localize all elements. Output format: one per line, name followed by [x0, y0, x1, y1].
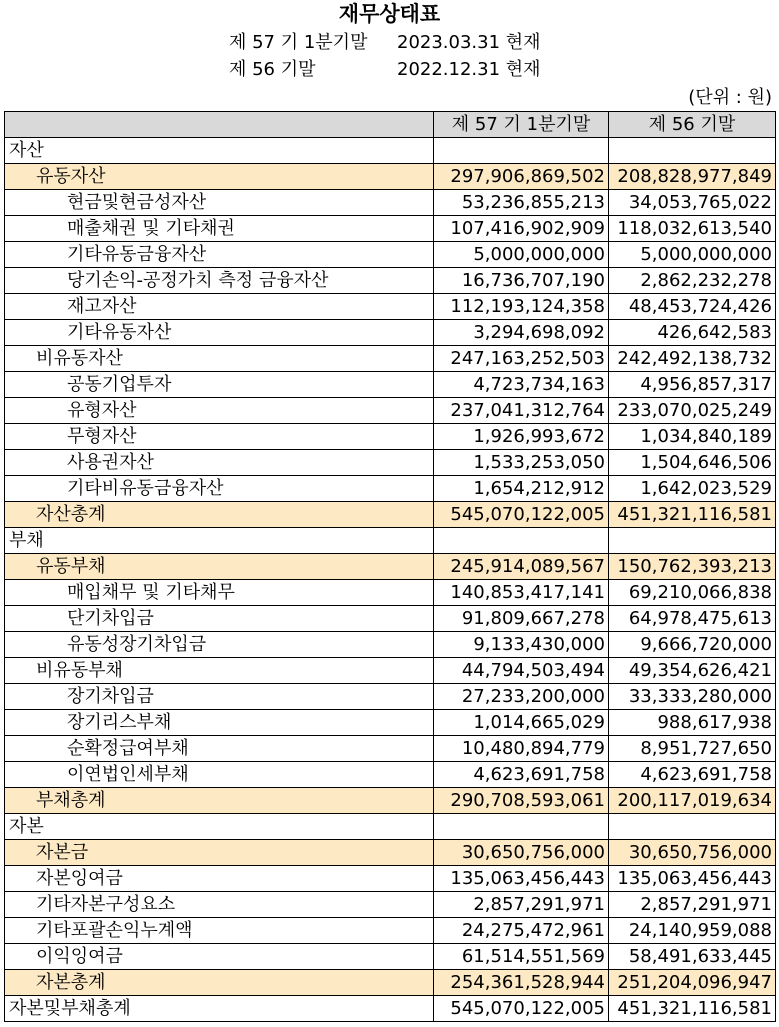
row-label: 장기리스부채	[5, 710, 434, 736]
table-row	[5, 970, 776, 996]
prior-period-value: 242,492,138,732	[609, 346, 776, 372]
row-label: 기타유동자산	[5, 320, 434, 346]
row-label: 무형자산	[5, 424, 434, 450]
prior-period-value: 33,333,280,000	[609, 684, 776, 710]
row-label: 자본및부채총계	[5, 996, 434, 1022]
row-label: 자산	[5, 138, 434, 164]
row-label: 유동자산	[5, 164, 434, 190]
balance-sheet-table	[4, 111, 776, 1022]
current-period-value	[434, 528, 609, 554]
row-label: 부채총계	[5, 788, 434, 814]
current-period-value: 4,723,734,163	[434, 372, 609, 398]
current-period-value: 9,133,430,000	[434, 632, 609, 658]
row-label: 자본금	[5, 840, 434, 866]
current-period-value: 1,654,212,912	[434, 476, 609, 502]
table-row	[5, 268, 776, 294]
table-row	[5, 164, 776, 190]
prior-period-value: 1,642,023,529	[609, 476, 776, 502]
prior-period-value: 451,321,116,581	[609, 502, 776, 528]
current-period-value: 112,193,124,358	[434, 294, 609, 320]
prior-period-value: 48,453,724,426	[609, 294, 776, 320]
row-label: 단기차입금	[5, 606, 434, 632]
prior-period-value: 200,117,019,634	[609, 788, 776, 814]
period-prior	[229, 57, 541, 83]
row-label: 자본	[5, 814, 434, 840]
row-label: 기타자본구성요소	[5, 892, 434, 918]
row-label: 장기차입금	[5, 684, 434, 710]
table-row	[5, 216, 776, 242]
period-current-date: 2023.03.31 현재	[397, 32, 541, 53]
current-period-value: 237,041,312,764	[434, 398, 609, 424]
row-label: 유동부채	[5, 554, 434, 580]
table-row	[5, 814, 776, 840]
prior-period-value: 208,828,977,849	[609, 164, 776, 190]
prior-period-value: 58,491,633,445	[609, 944, 776, 970]
table-row	[5, 840, 776, 866]
prior-period-value: 30,650,756,000	[609, 840, 776, 866]
table-row	[5, 632, 776, 658]
row-label: 부채	[5, 528, 434, 554]
current-period-value: 2,857,291,971	[434, 892, 609, 918]
row-label: 자본총계	[5, 970, 434, 996]
table-body	[5, 138, 776, 1022]
row-label: 유형자산	[5, 398, 434, 424]
table-row	[5, 372, 776, 398]
row-label: 비유동자산	[5, 346, 434, 372]
current-period-value: 545,070,122,005	[434, 996, 609, 1022]
row-label: 매입채무 및 기타채무	[5, 580, 434, 606]
row-label: 현금및현금성자산	[5, 190, 434, 216]
current-period-value: 1,926,993,672	[434, 424, 609, 450]
current-period-value: 247,163,252,503	[434, 346, 609, 372]
table-row	[5, 918, 776, 944]
row-label: 기타포괄손익누계액	[5, 918, 434, 944]
current-period-value: 545,070,122,005	[434, 502, 609, 528]
prior-period-value: 5,000,000,000	[609, 242, 776, 268]
table-row	[5, 580, 776, 606]
current-period-value: 1,014,665,029	[434, 710, 609, 736]
row-label: 비유동부채	[5, 658, 434, 684]
row-label: 이연법인세부채	[5, 762, 434, 788]
table-row	[5, 554, 776, 580]
prior-period-value: 4,623,691,758	[609, 762, 776, 788]
current-period-value: 10,480,894,779	[434, 736, 609, 762]
current-period-value: 135,063,456,443	[434, 866, 609, 892]
row-label: 당기손익-공정가치 측정 금융자산	[5, 268, 434, 294]
current-period-value: 61,514,551,569	[434, 944, 609, 970]
statement-title: 재무상태표	[338, 2, 441, 26]
prior-period-value: 9,666,720,000	[609, 632, 776, 658]
prior-period-value: 150,762,393,213	[609, 554, 776, 580]
row-label: 자산총계	[5, 502, 434, 528]
current-period-value: 5,000,000,000	[434, 242, 609, 268]
table-row	[5, 762, 776, 788]
current-period-value: 290,708,593,061	[434, 788, 609, 814]
prior-period-value: 49,354,626,421	[609, 658, 776, 684]
prior-period-value: 2,862,232,278	[609, 268, 776, 294]
table-row	[5, 424, 776, 450]
row-label: 매출채권 및 기타채권	[5, 216, 434, 242]
period-prior-label: 제 56 기말	[229, 59, 316, 80]
prior-period-value	[609, 528, 776, 554]
table-row	[5, 788, 776, 814]
current-period-value: 3,294,698,092	[434, 320, 609, 346]
current-period-value: 44,794,503,494	[434, 658, 609, 684]
table-row	[5, 450, 776, 476]
header-item	[5, 112, 434, 138]
row-label: 유동성장기차입금	[5, 632, 434, 658]
current-period-value: 91,809,667,278	[434, 606, 609, 632]
prior-period-value: 251,204,096,947	[609, 970, 776, 996]
prior-period-value: 8,951,727,650	[609, 736, 776, 762]
prior-period-value: 34,053,765,022	[609, 190, 776, 216]
prior-period-value: 4,956,857,317	[609, 372, 776, 398]
period-current-label: 제 57 기 1분기말	[229, 32, 368, 53]
current-period-value: 53,236,855,213	[434, 190, 609, 216]
table-row	[5, 866, 776, 892]
table-row	[5, 892, 776, 918]
table-row	[5, 684, 776, 710]
current-period-value: 27,233,200,000	[434, 684, 609, 710]
current-period-value: 1,533,253,050	[434, 450, 609, 476]
prior-period-value	[609, 814, 776, 840]
row-label: 공동기업투자	[5, 372, 434, 398]
row-label: 이익잉여금	[5, 944, 434, 970]
prior-period-value: 233,070,025,249	[609, 398, 776, 424]
period-prior-date: 2022.12.31 현재	[397, 59, 541, 80]
current-period-value: 16,736,707,190	[434, 268, 609, 294]
table-row	[5, 528, 776, 554]
current-period-value: 24,275,472,961	[434, 918, 609, 944]
table-row	[5, 944, 776, 970]
current-period-value	[434, 814, 609, 840]
prior-period-value	[609, 138, 776, 164]
prior-period-value: 1,034,840,189	[609, 424, 776, 450]
prior-period-value: 118,032,613,540	[609, 216, 776, 242]
row-label: 기타비유동금융자산	[5, 476, 434, 502]
prior-period-value: 988,617,938	[609, 710, 776, 736]
table-row	[5, 710, 776, 736]
prior-period-value: 2,857,291,971	[609, 892, 776, 918]
prior-period-value: 64,978,475,613	[609, 606, 776, 632]
table-row	[5, 294, 776, 320]
current-period-value: 297,906,869,502	[434, 164, 609, 190]
current-period-value: 107,416,902,909	[434, 216, 609, 242]
table-row	[5, 346, 776, 372]
table-row	[5, 502, 776, 528]
row-label: 기타유동금융자산	[5, 242, 434, 268]
prior-period-value: 69,210,066,838	[609, 580, 776, 606]
prior-period-value: 24,140,959,088	[609, 918, 776, 944]
current-period-value: 30,650,756,000	[434, 840, 609, 866]
prior-period-value: 426,642,583	[609, 320, 776, 346]
table-row	[5, 190, 776, 216]
row-label: 재고자산	[5, 294, 434, 320]
current-period-value: 4,623,691,758	[434, 762, 609, 788]
prior-period-value: 451,321,116,581	[609, 996, 776, 1022]
unit-label: (단위 : 원)	[688, 87, 772, 108]
header-current-period: 제 57 기 1분기말	[434, 112, 609, 138]
prior-period-value: 135,063,456,443	[609, 866, 776, 892]
table-row	[5, 476, 776, 502]
current-period-value: 245,914,089,567	[434, 554, 609, 580]
row-label: 사용권자산	[5, 450, 434, 476]
current-period-value	[434, 138, 609, 164]
table-row	[5, 606, 776, 632]
row-label: 순확정급여부채	[5, 736, 434, 762]
prior-period-value: 1,504,646,506	[609, 450, 776, 476]
current-period-value: 254,361,528,944	[434, 970, 609, 996]
table-row	[5, 320, 776, 346]
header-prior-period: 제 56 기말	[609, 112, 776, 138]
period-current	[229, 30, 541, 56]
table-row	[5, 996, 776, 1022]
table-header-row	[5, 112, 776, 138]
current-period-value: 140,853,417,141	[434, 580, 609, 606]
table-row	[5, 242, 776, 268]
table-row	[5, 398, 776, 424]
table-row	[5, 138, 776, 164]
row-label: 자본잉여금	[5, 866, 434, 892]
table-row	[5, 736, 776, 762]
table-row	[5, 658, 776, 684]
